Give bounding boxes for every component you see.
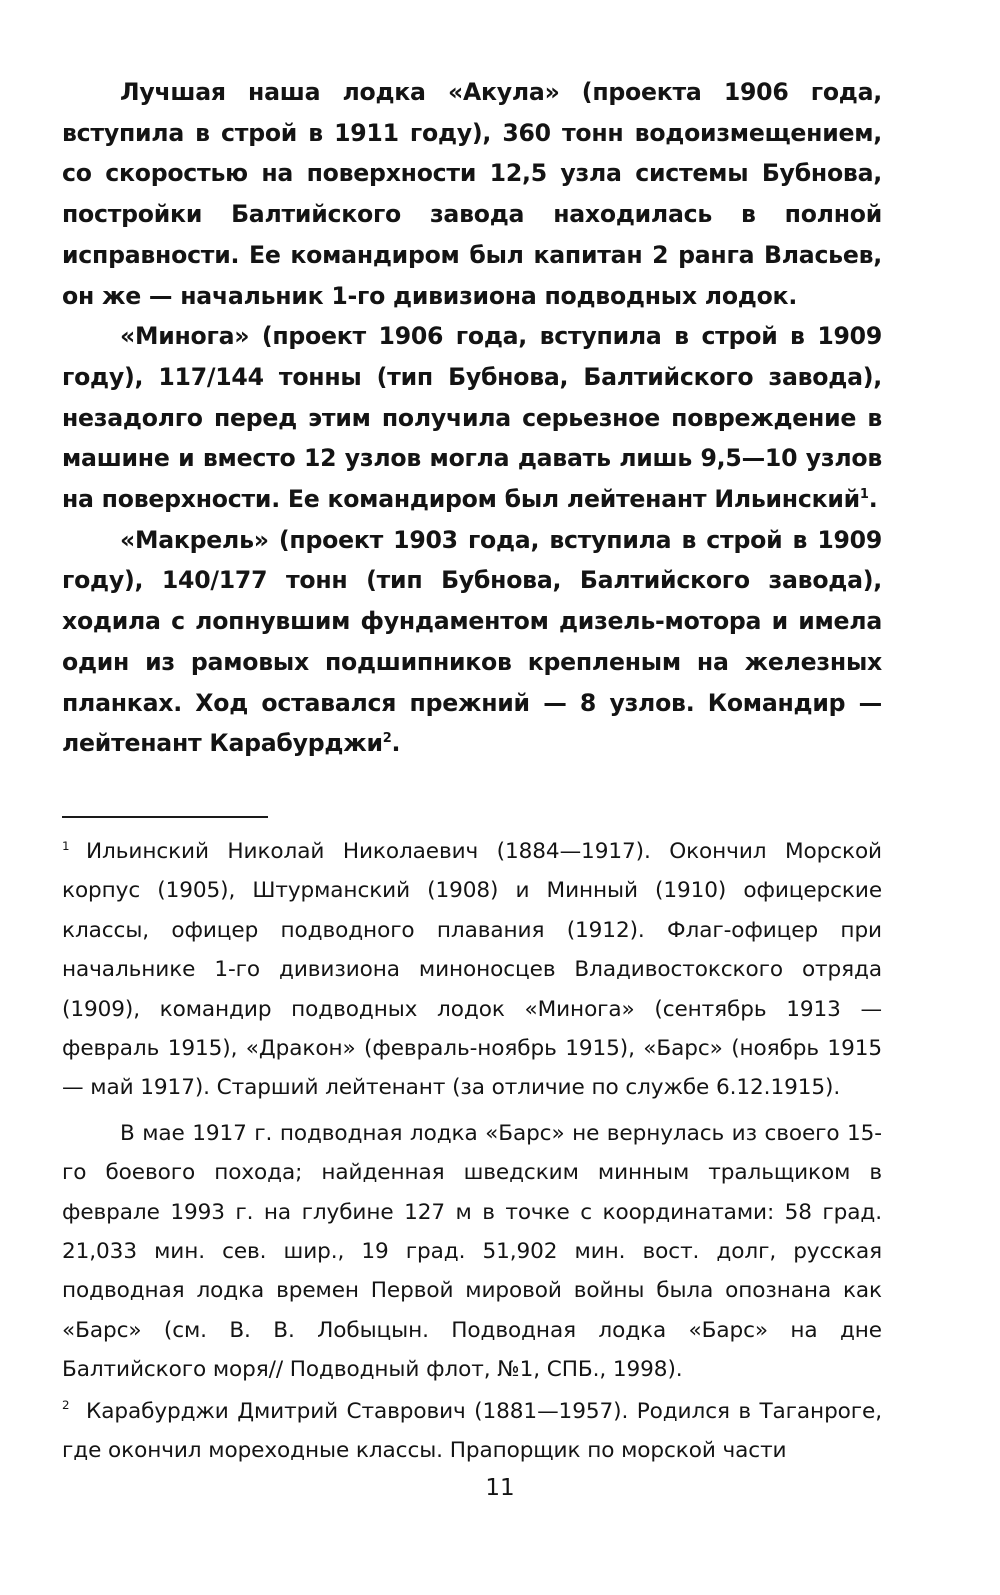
- footnotes: [62, 832, 882, 1471]
- footnote-1: $^1$ Ильинский Николай Николаевич (1884—1917). Окончил Морской корпус (1905), Штурманский (1908) и Минный (1910) офицерские классы, офицер подводного плавания (1912). Флаг-офицер при начальнике 1-го дивизиона миноносцев Владивостокского отряда (1909), командир подводных лодок «Минога» (сентябрь 1913 — февраль 1915), «Дракон» (февраль-ноябрь 1915), «Барс» (ноябрь 1915 — май 1917). Старший лейтенант (за отличие по службе 6.12.1915).: [62, 838, 882, 1101]
- footnote-divider: [62, 816, 268, 818]
- book-page: [62, 72, 882, 1470]
- paragraph-makrel: «Макрель» (проект 1903 года, вступила в строй в 1909 году), 140/177 тонн (тип Бубнова, Балтийского завода), ходила с лопнувшим фундаментом дизель-мотора и имела один из рамовых подшипников крепленым на железных планках. Ход оставался прежний — 8 узлов. Командир — лейтенант Карабурджи$^2$.: [62, 525, 882, 758]
- footnote-2: $^2$ Карабурджи Дмитрий Ставрович (1881—1957). Родился в Таганроге, где окончил мореходные классы. Прапорщик по морской части: [62, 1398, 882, 1464]
- footnote-1-continuation: В мае 1917 г. подводная лодка «Барс» не вернулась из своего 15-го боевого похода; найденная шведским минным тральщиком в феврале 1993 г. на глубине 127 м в точке с координатами: 58 град. 21,033 мин. сев. шир., 19 град. 51,902 мин. вост. долг, русская подводная лодка времен Первой мировой войны была опознана как «Барс» (см. В. В. Лобыцын. Подводная лодка «Барс» на дне Балтийского моря// Подводный флот, №1, СПБ., 1998).: [62, 1120, 882, 1383]
- page-number: 11: [485, 1475, 515, 1501]
- paragraph-minoga: «Минога» (проект 1906 года, вступила в строй в 1909 году), 117/144 тонны (тип Бубнова, Балтийского завода), незадолго перед этим получила серьезное повреждение в машине и вместо 12 узлов могла давать лишь 9,5—10 узлов на поверхности. Ее командиром был лейтенант Ильинский$^1$.: [62, 322, 882, 514]
- paragraph-akula: Лучшая наша лодка «Акула» (проекта 1906 года, вступила в строй в 1911 году), 360 тонн водоизмещением, со скоростью на поверхности 12,5 узла системы Бубнова, постройки Балтийского завода находилась в полной исправности. Ее командиром был капитан 2 ранга Власьев, он же — начальник 1-го дивизиона подводных лодок.: [62, 78, 882, 310]
- footnote-ref-1: 1: [859, 486, 869, 502]
- main-text: [62, 72, 882, 764]
- footnote-ref-2: 2: [382, 731, 392, 747]
